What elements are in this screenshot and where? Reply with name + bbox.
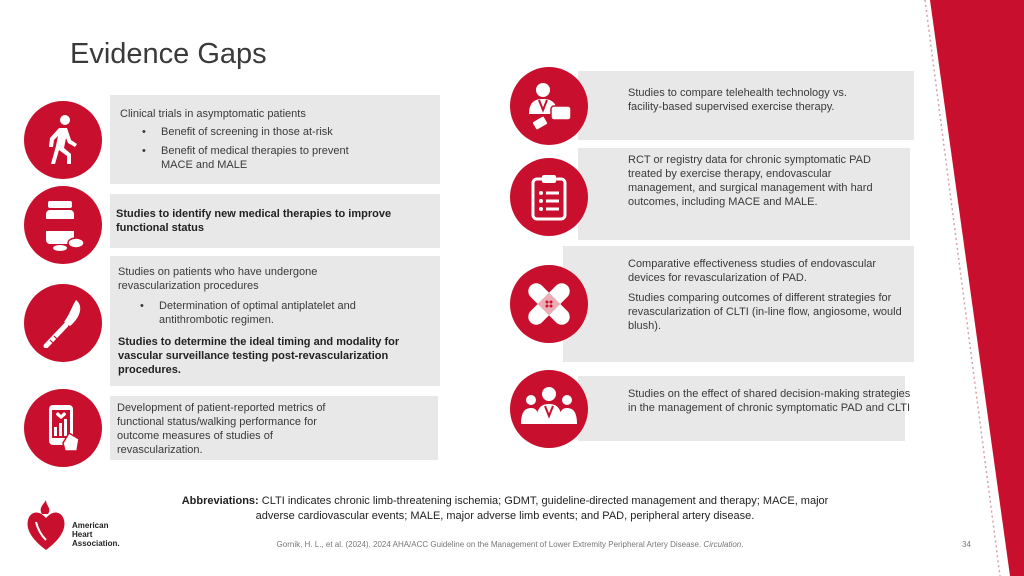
citation-end: . xyxy=(741,540,744,549)
box-text: Studies to compare telehealth technology vs. facility-based supervised exercise therapy. xyxy=(628,87,847,113)
list-item: • Determination of optimal antiplatelet and antithrombotic regimen. xyxy=(118,299,389,327)
box-text: Development of patient-reported metrics of functional status/walking performance for outcome measures of studies of revascularization. xyxy=(117,402,326,456)
page-title: Evidence Gaps xyxy=(70,38,267,70)
bandage-icon xyxy=(510,265,588,343)
box-text: RCT or registry data for chronic symptomatic PAD treated by exercise therapy, endovascular management, and surgical management with hard outcomes, including MACE and MALE. xyxy=(628,154,873,208)
box-text: Studies on the effect of shared decision-making strategies in the management of chronic symptomatic PAD and CLTI xyxy=(628,388,911,414)
logo-line: Heart xyxy=(72,530,93,539)
page-number: 34 xyxy=(962,540,971,549)
comparative-effectiveness-box xyxy=(563,246,914,362)
list-item: • Benefit of medical therapies to prevent MACE and MALE xyxy=(120,144,381,172)
box-heading: Studies on patients who have undergone revascularization procedures xyxy=(118,266,318,292)
corner-decoration xyxy=(920,0,1024,576)
revascularization-box xyxy=(110,256,440,386)
box-bold-text: Studies to determine the ideal timing and modality for vascular surveillance testing post-revascularization procedures. xyxy=(118,336,400,376)
scalpel-icon xyxy=(24,284,102,362)
abbreviations-note xyxy=(180,494,830,524)
citation xyxy=(200,540,820,549)
clipboard-icon xyxy=(510,158,588,236)
citation-journal: Circulation xyxy=(703,540,742,549)
logo-line: American xyxy=(72,521,109,530)
mobile-app-icon xyxy=(24,389,102,467)
list-item: • Benefit of screening in those at-risk xyxy=(120,125,430,139)
heart-torch-logo xyxy=(24,500,68,552)
telehealth-doctor-icon xyxy=(510,67,588,145)
abbreviations-label: Abbreviations: xyxy=(181,495,259,507)
box-text: Studies comparing outcomes of different strategies for revascularization of CLTI (in-line flow, angiosome, would blush). xyxy=(628,292,902,332)
logo-wordmark xyxy=(72,521,120,548)
box-bold-text: Studies to identify new medical therapies to improve functional status xyxy=(116,208,392,234)
care-team-icon xyxy=(510,370,588,448)
walking-person-icon xyxy=(24,101,102,179)
logo-line: Association. xyxy=(72,539,120,548)
rct-registry-box xyxy=(578,148,910,240)
abbreviations-text: CLTI indicates chronic limb-threatening ischemia; GDMT, guideline-directed management and therapy; MACE, major adverse cardiovascular events; MALE, major adverse limb events; and PAD, peripheral artery disease. xyxy=(255,495,829,522)
box-text: Comparative effectiveness studies of endovascular devices for revascularization of PAD. xyxy=(628,258,877,284)
patient-reported-metrics-box xyxy=(110,396,438,460)
pill-bottle-icon xyxy=(24,186,102,264)
box-heading: Clinical trials in asymptomatic patients xyxy=(120,108,306,120)
asymptomatic-trials-box xyxy=(110,95,440,184)
citation-text: Gornik, H. L., et al. (2024). 2024 AHA/ACC Guideline on the Management of Lower Extremity Peripheral Artery Disease. xyxy=(276,540,704,549)
telehealth-box xyxy=(578,71,914,140)
shared-decision-box xyxy=(578,376,911,441)
new-medical-therapies-box xyxy=(110,194,440,248)
